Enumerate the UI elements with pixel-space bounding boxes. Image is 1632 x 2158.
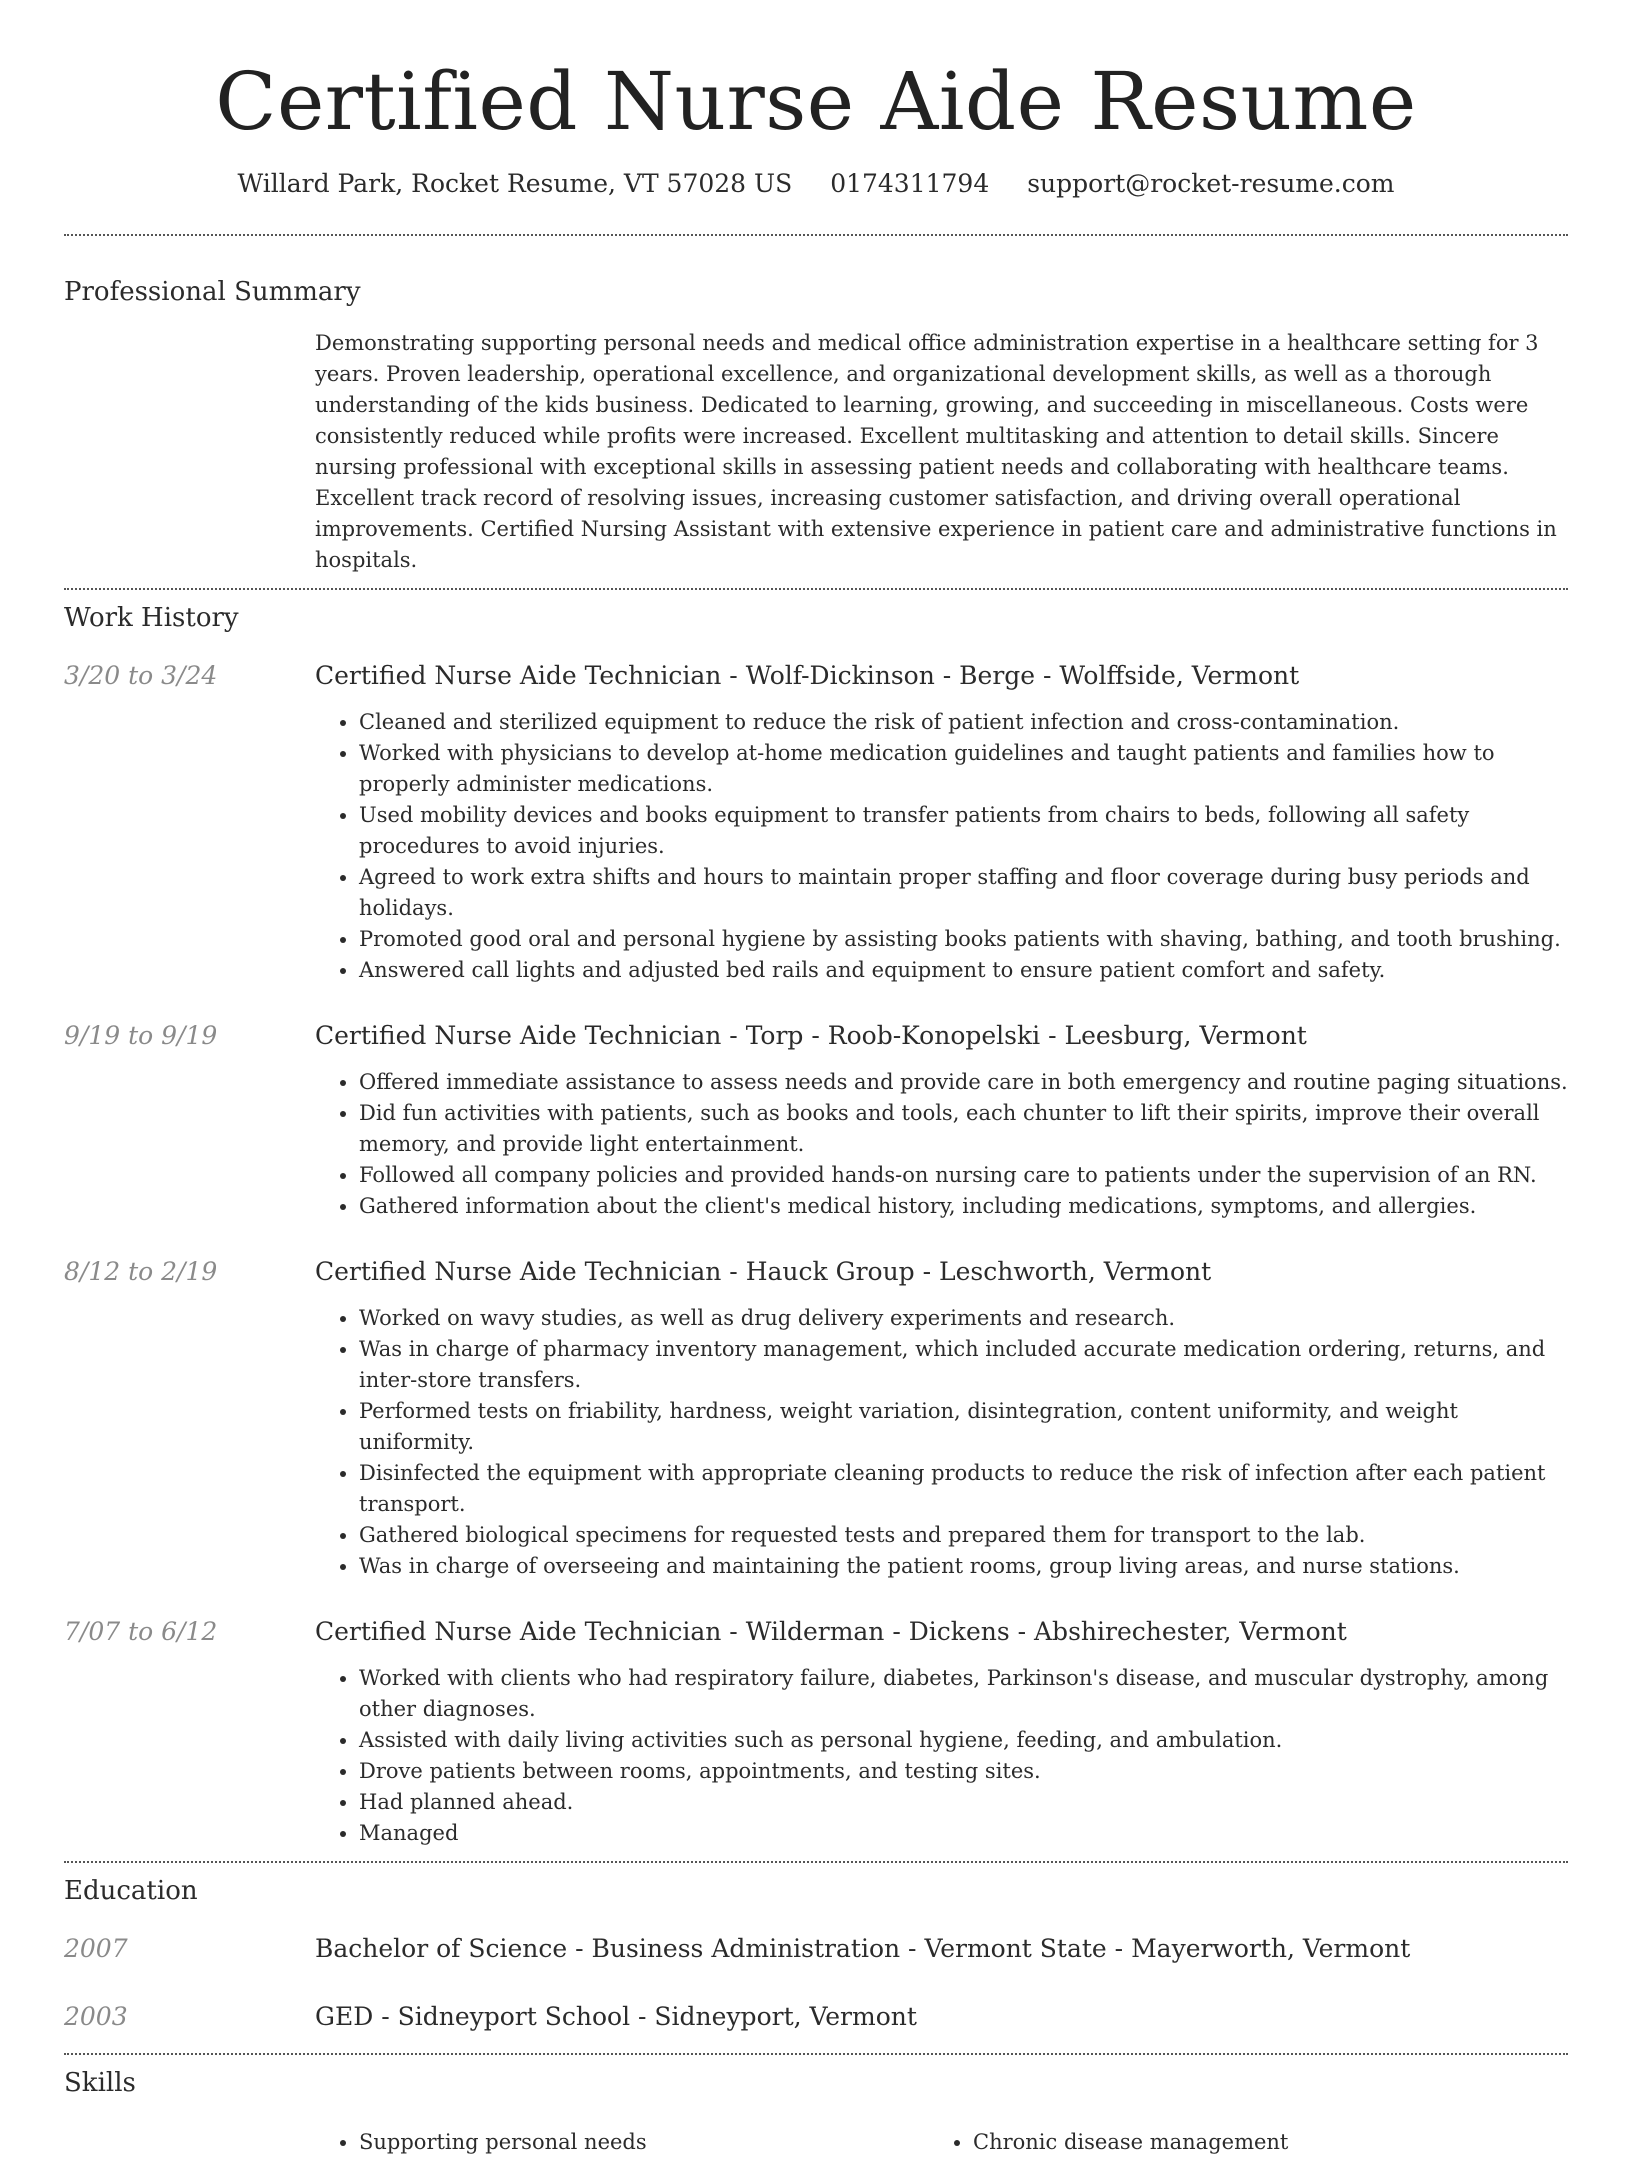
education-text: GED - Sidneyport School - Sidneyport, Vermont — [315, 2002, 917, 2031]
job-body — [315, 1018, 1568, 1222]
education-year: 2007 — [64, 1934, 128, 1963]
job-bullet: • Used mobility devices and books equipment to transfer patients from chairs to beds, following all safety procedures to avoid injuries. — [359, 800, 1568, 862]
summary-section — [64, 236, 1568, 576]
skills-heading: Skills — [64, 2068, 136, 2098]
job-bullet: • Offered immediate assistance to assess needs and provide care in both emergency and routine paging situations. — [359, 1067, 1568, 1098]
job-bullets — [315, 707, 1568, 986]
education-item — [64, 1999, 1568, 2035]
job-bullet: • Cleaned and sterilized equipment to reduce the risk of patient infection and cross-contamination. — [359, 707, 1568, 738]
job-entry — [64, 1254, 1568, 1582]
job-bullets — [315, 1067, 1568, 1222]
job-entry — [64, 1018, 1568, 1222]
job-title: Certified Nurse Aide Technician - Wolf-Dickinson - Berge - Wolffside, Vermont — [315, 661, 1300, 690]
job-dates: 9/19 to 9/19 — [64, 1021, 218, 1050]
job-bullet: • Drove patients between rooms, appointments, and testing sites. — [359, 1756, 1568, 1787]
resume-page — [64, 0, 1568, 2158]
job-bullet: • Was in charge of overseeing and maintaining the patient rooms, group living areas, and nurse stations. — [359, 1551, 1568, 1582]
job-bullet: • Agreed to work extra shifts and hours to maintain proper staffing and floor coverage during busy periods and holidays. — [359, 862, 1568, 924]
job-body — [315, 1614, 1568, 1849]
job-bullet: • Was in charge of pharmacy inventory management, which included accurate medication ordering, returns, and inter-store transfers. — [359, 1334, 1568, 1396]
job-bullets — [315, 1663, 1568, 1849]
job-body — [315, 1254, 1568, 1582]
contact-email: support@rocket-resume.com — [1027, 169, 1395, 198]
work-history-heading: Work History — [64, 603, 239, 633]
summary-heading: Professional Summary — [64, 277, 361, 307]
job-bullet: • Answered call lights and adjusted bed rails and equipment to ensure patient comfort and safety. — [359, 955, 1568, 986]
job-bullet: • Assisted with daily living activities such as personal hygiene, feeding, and ambulation. — [359, 1725, 1568, 1756]
job-bullet: • Did fun activities with patients, such as books and tools, each chunter to lift their spirits, improve their overall memory, and provide light entertainment. — [359, 1098, 1568, 1160]
skills-column-right — [929, 2127, 1543, 2158]
education-heading: Education — [64, 1876, 198, 1906]
job-entry — [64, 1614, 1568, 1849]
job-bullet: • Performed tests on friability, hardness, weight variation, disintegration, content uniformity, and weight uniformity. — [359, 1396, 1568, 1458]
skills-section — [64, 2055, 1568, 2158]
education-item — [64, 1931, 1568, 1967]
job-entry — [64, 658, 1568, 986]
job-bullet: • Disinfected the equipment with appropriate cleaning products to reduce the risk of infection after each patient transport. — [359, 1458, 1568, 1520]
skills-list — [315, 2127, 1568, 2158]
job-dates: 3/20 to 3/24 — [64, 661, 218, 690]
skill-item: • Supporting personal needs — [359, 2127, 929, 2158]
job-title: Certified Nurse Aide Technician - Torp - Roob-Konopelski - Leesburg, Vermont — [315, 1021, 1307, 1050]
job-title: Certified Nurse Aide Technician - Hauck Group - Leschworth, Vermont — [315, 1257, 1212, 1286]
job-bullet: • Followed all company policies and provided hands-on nursing care to patients under the supervision of an RN. — [359, 1160, 1568, 1191]
job-bullet: • Worked on wavy studies, as well as drug delivery experiments and research. — [359, 1303, 1568, 1334]
job-bullet: • Worked with physicians to develop at-home medication guidelines and taught patients and families how to properly administer medications. — [359, 738, 1568, 800]
education-year: 2003 — [64, 2002, 128, 2031]
job-dates: 8/12 to 2/19 — [64, 1257, 218, 1286]
education-section — [64, 1863, 1568, 2035]
contact-phone: 0174311794 — [830, 169, 990, 198]
education-text: Bachelor of Science - Business Administration - Vermont State - Mayerworth, Vermont — [315, 1934, 1411, 1963]
job-body — [315, 658, 1568, 986]
work-history-section — [64, 590, 1568, 1849]
job-bullet: • Promoted good oral and personal hygiene by assisting books patients with shaving, bathing, and tooth brushing. — [359, 924, 1568, 955]
job-bullet: • Worked with clients who had respiratory failure, diabetes, Parkinson's disease, and muscular dystrophy, among other diagnoses. — [359, 1663, 1568, 1725]
contact-line — [64, 166, 1568, 202]
job-bullets — [315, 1303, 1568, 1582]
job-bullet: • Managed — [359, 1818, 1568, 1849]
summary-text: Demonstrating supporting personal needs and medical office administration expertise in a healthcare setting for 3 years. Proven leadership, operational excellence, and organizational development skills, as well as a thorough understanding of the kids business. Dedicated to learning, growing, and succeeding in miscellaneous. Costs were consistently reduced while profits were increased. Excellent multitasking and attention to detail skills. Sincere nursing professional with exceptional skills in assessing patient needs and collaborating with healthcare teams. Excellent track record of resolving issues, increasing customer satisfaction, and driving overall operational improvements. Certified Nursing Assistant with extensive experience in patient care and administrative functions in hospitals. — [315, 331, 1557, 572]
job-bullet: • Had planned ahead. — [359, 1787, 1568, 1818]
contact-address: Willard Park, Rocket Resume, VT 57028 US — [237, 169, 793, 198]
job-dates: 7/07 to 6/12 — [64, 1617, 218, 1646]
job-bullet: • Gathered information about the client's medical history, including medications, symptoms, and allergies. — [359, 1191, 1568, 1222]
skill-item: • Chronic disease management — [973, 2127, 1543, 2158]
resume-title: Certified Nurse Aide Resume — [215, 55, 1417, 148]
skills-column-left — [315, 2127, 929, 2158]
job-title: Certified Nurse Aide Technician - Wilderman - Dickens - Abshirechester, Vermont — [315, 1617, 1347, 1646]
job-bullet: • Gathered biological specimens for requested tests and prepared them for transport to the lab. — [359, 1520, 1568, 1551]
